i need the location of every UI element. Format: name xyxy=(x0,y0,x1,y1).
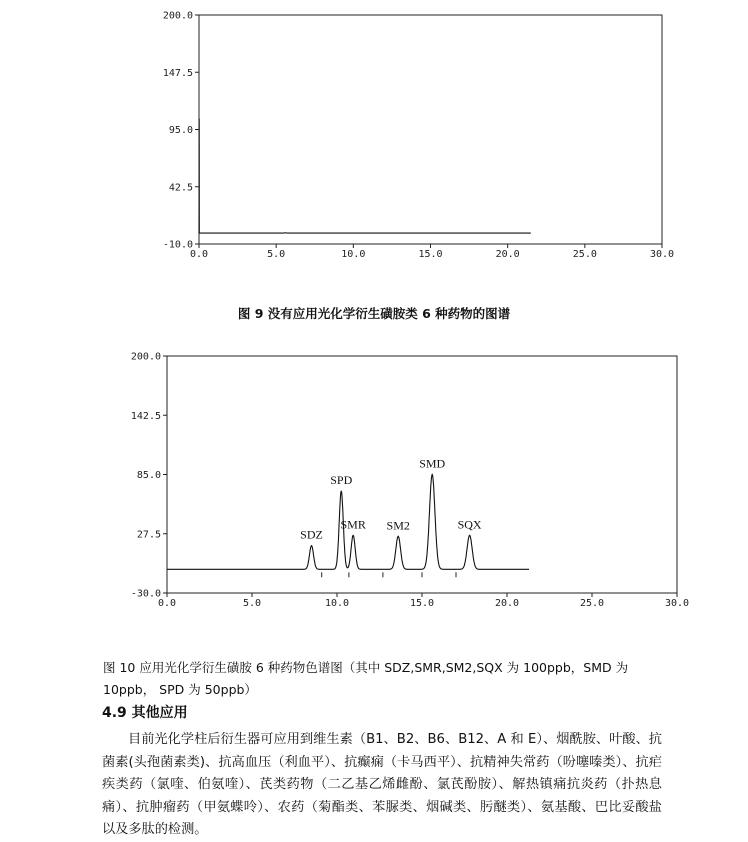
x-tick-label: 30.0 xyxy=(664,598,690,609)
section-paragraph: 目前光化学柱后衍生器可应用到维生素（B1、B2、B6、B12、A 和 E）、烟酰胺、叶酸、抗菌素(头孢菌素类)、抗高血压（利血平）、抗癫痫（卡马西平）、抗精神失常药（吩噻嗪类）、抗疟疾类药（氯喹、伯氨喹）、芪类药物（二乙基乙烯雌酚、氯芪酚胺）、解热镇痛抗炎药（扑热息痛）、抗肿瘤药（甲氨蝶呤）、农药（菊酯类、苯脲类、烟碱类、肟醚类）、氨基酸、巴比妥酸盐以及多肽的检测。 xyxy=(102,732,662,837)
peak-label-spd: SPD xyxy=(330,472,353,487)
figure-10-caption xyxy=(103,657,663,701)
x-tick-label: 25.0 xyxy=(579,598,605,609)
x-tick-label: 0.0 xyxy=(189,249,209,260)
x-tick-label: 20.0 xyxy=(494,598,520,609)
y-tick-label: 95.0 xyxy=(168,125,193,136)
y-tick-label: -10.0 xyxy=(162,239,193,251)
x-tick-label: 10.0 xyxy=(341,249,366,260)
section-heading: 4.9 其他应用 xyxy=(102,705,188,721)
x-tick-label: 0.0 xyxy=(157,598,177,609)
peak-label-sdz: SDZ xyxy=(300,527,323,542)
y-tick-label: 200.0 xyxy=(162,10,193,22)
y-tick-label: 142.5 xyxy=(130,410,161,422)
x-tick-label: 5.0 xyxy=(267,249,286,260)
figure-10-caption-line-2: 10ppb， SPD 为 50ppb） xyxy=(103,682,257,697)
y-tick-label: 27.5 xyxy=(136,529,161,541)
figure-10-caption-line-1: 图 10 应用光化学衍生磺胺 6 种药物色谱图（其中 SDZ,SMR,SM2,SQX 为 100ppb，SMD 为 xyxy=(103,660,629,675)
figure-9-caption: 图 9 没有应用光化学衍生磺胺类 6 种药物的图谱 xyxy=(237,306,511,321)
y-tick-label: 200.0 xyxy=(130,351,161,363)
x-tick-label: 10.0 xyxy=(324,598,350,609)
y-tick-label: 85.0 xyxy=(136,470,161,481)
y-tick-label: -30.0 xyxy=(130,588,161,600)
x-tick-label: 5.0 xyxy=(242,598,262,609)
peak-label-sm2: SM2 xyxy=(386,518,410,533)
peak-label-smr: SMR xyxy=(340,517,366,532)
x-tick-label: 15.0 xyxy=(418,249,443,260)
peak-label-sqx: SQX xyxy=(457,517,482,532)
y-tick-label: 147.5 xyxy=(162,67,193,79)
x-tick-label: 15.0 xyxy=(409,598,435,609)
x-tick-label: 20.0 xyxy=(495,249,520,260)
peak-label-smd: SMD xyxy=(419,456,446,471)
plot-frame xyxy=(167,356,677,593)
y-tick-label: 42.5 xyxy=(168,182,193,194)
x-tick-label: 25.0 xyxy=(572,249,597,260)
x-tick-label: 30.0 xyxy=(649,249,675,260)
